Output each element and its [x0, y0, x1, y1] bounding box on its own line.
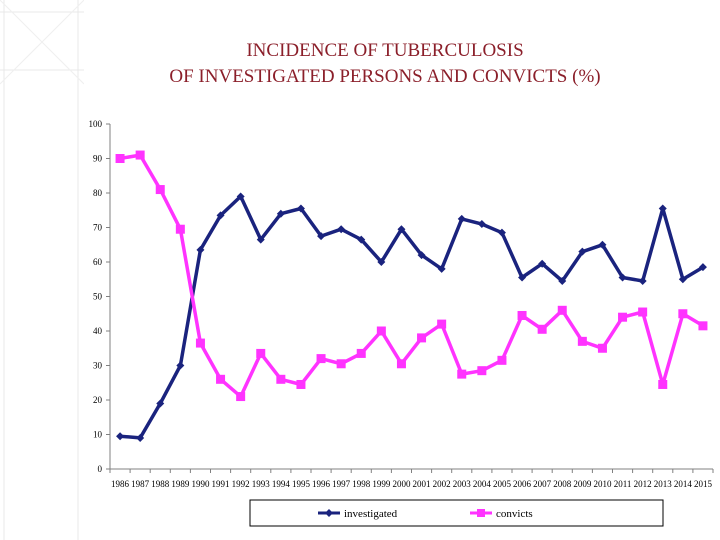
data-point-convicts	[477, 366, 486, 375]
data-point-convicts	[256, 349, 265, 358]
data-point-convicts	[497, 356, 506, 365]
y-tick-label: 30	[93, 360, 102, 371]
x-axis-tick-labels	[111, 479, 712, 489]
data-point-convicts	[678, 309, 687, 318]
data-point-convicts	[317, 354, 326, 363]
data-point-convicts	[598, 344, 607, 353]
chart-subtitle: OF INVESTIGATED PERSONS AND CONVICTS (%)	[169, 66, 601, 87]
x-tick-label: 2007	[533, 479, 552, 489]
x-tick-label: 2000	[392, 479, 411, 489]
x-tick-label: 2002	[432, 479, 451, 489]
x-tick-label: 1991	[211, 479, 230, 489]
x-tick-label: 1995	[291, 479, 310, 489]
data-point-convicts	[156, 185, 165, 194]
y-tick-label: 0	[97, 464, 102, 474]
legend-marker-convicts	[477, 509, 485, 517]
x-tick-label: 1998	[352, 479, 371, 489]
x-tick-label: 2004	[472, 479, 491, 489]
y-tick-label: 50	[93, 291, 102, 302]
data-point-convicts	[417, 333, 426, 342]
data-point-convicts	[296, 380, 305, 389]
data-point-convicts	[357, 349, 366, 358]
series-line-convicts	[120, 155, 703, 397]
data-point-convicts	[437, 320, 446, 329]
data-point-convicts	[176, 225, 185, 234]
data-point-convicts	[618, 313, 627, 322]
chart-title: INCIDENCE OF TUBERCULOSIS	[246, 40, 524, 61]
data-point-convicts	[216, 375, 225, 384]
legend-label-convicts: convicts	[496, 508, 533, 520]
y-tick-label: 90	[93, 153, 102, 164]
chart-axes	[106, 124, 713, 473]
y-tick-label: 20	[93, 395, 102, 405]
x-tick-label: 1987	[131, 479, 150, 489]
x-tick-label: 2011	[613, 479, 632, 489]
x-tick-label: 1989	[171, 479, 190, 489]
data-point-convicts	[116, 154, 125, 163]
x-tick-label: 1986	[111, 479, 130, 489]
y-tick-label: 80	[93, 188, 102, 198]
data-point-investigated	[639, 277, 647, 285]
y-tick-label: 40	[93, 326, 102, 336]
x-tick-label: 2001	[412, 479, 431, 489]
data-point-convicts	[698, 321, 707, 330]
data-point-convicts	[377, 327, 386, 336]
data-point-convicts	[578, 337, 587, 346]
data-point-investigated	[659, 205, 667, 213]
x-tick-label: 2015	[693, 479, 712, 489]
data-point-convicts	[196, 339, 205, 348]
x-tick-label: 1994	[271, 479, 290, 489]
data-point-convicts	[236, 392, 245, 401]
data-point-convicts	[658, 380, 667, 389]
x-tick-label: 2010	[593, 479, 612, 489]
x-tick-label: 1999	[372, 479, 391, 489]
data-point-convicts	[337, 359, 346, 368]
data-point-convicts	[538, 325, 547, 334]
x-tick-label: 2006	[513, 479, 532, 489]
legend-label-investigated: investigated	[344, 508, 398, 520]
x-tick-label: 1988	[151, 479, 170, 489]
data-point-convicts	[136, 151, 145, 160]
data-point-convicts	[276, 375, 285, 384]
y-tick-label: 70	[93, 222, 102, 233]
data-point-convicts	[397, 359, 406, 368]
legend	[250, 500, 663, 526]
series-line-investigated	[120, 196, 703, 438]
y-axis-tick-labels	[89, 119, 103, 474]
legend-box	[250, 500, 663, 526]
x-tick-label: 2003	[452, 479, 471, 489]
x-tick-label: 1997	[332, 479, 351, 489]
y-tick-label: 60	[93, 257, 102, 267]
x-tick-label: 2013	[653, 479, 672, 489]
data-point-convicts	[638, 308, 647, 317]
data-point-convicts	[558, 306, 567, 315]
x-tick-label: 2012	[633, 479, 652, 489]
data-point-investigated	[116, 432, 124, 440]
x-tick-label: 1993	[251, 479, 270, 489]
x-tick-label: 1992	[231, 479, 250, 489]
x-tick-label: 1996	[312, 479, 331, 489]
chart-series	[116, 151, 708, 442]
x-tick-label: 2009	[573, 479, 592, 489]
x-tick-label: 1990	[191, 479, 210, 489]
x-tick-label: 2008	[553, 479, 572, 489]
x-tick-label: 2014	[673, 479, 692, 489]
y-tick-label: 10	[93, 429, 102, 440]
data-point-convicts	[457, 370, 466, 379]
x-tick-label: 2005	[492, 479, 511, 489]
data-point-convicts	[518, 311, 527, 320]
y-tick-label: 100	[88, 119, 102, 129]
